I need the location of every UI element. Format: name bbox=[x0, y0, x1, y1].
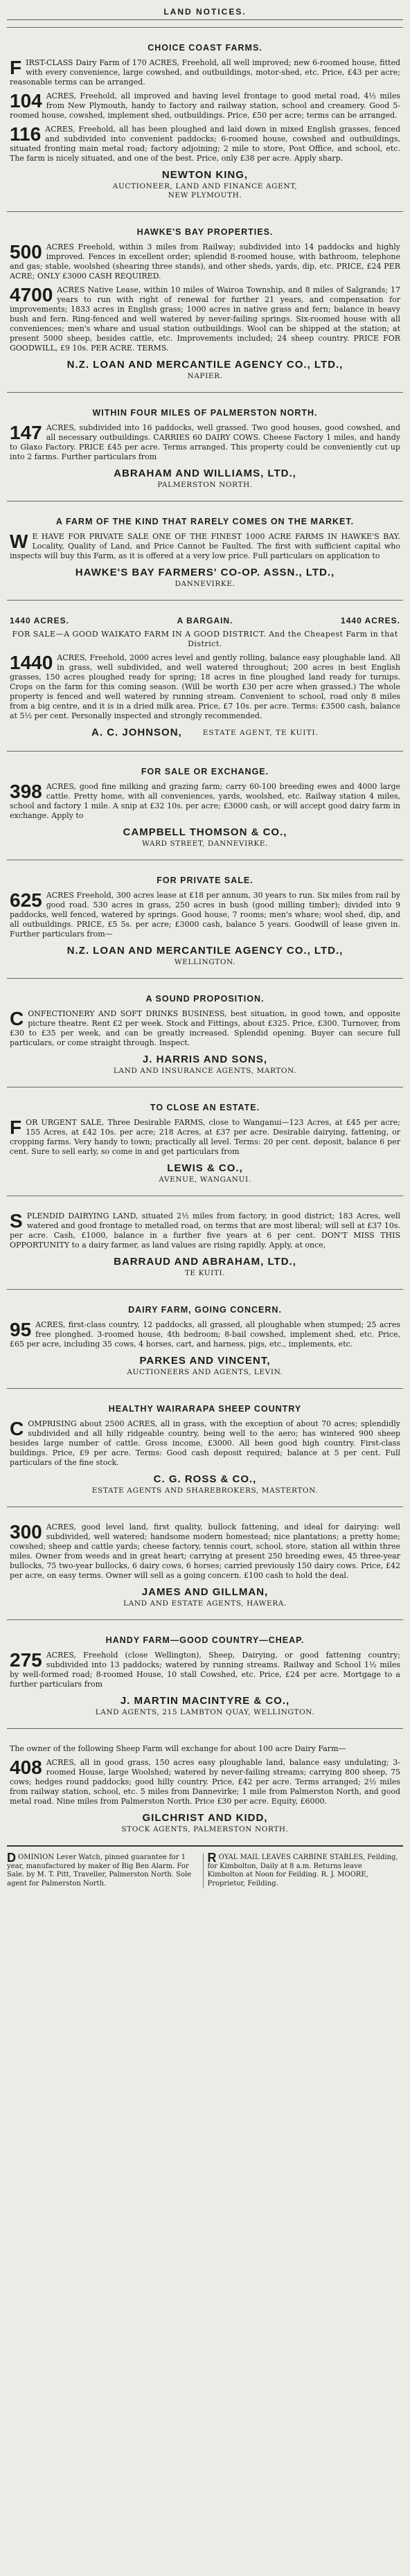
advert-text: ACRES, Freehold, 2000 acres level and gently rolling, balance easy ploughable land. All in grass, well subdivided, and well watered throughout; 200 acres in best English grasses, 150 acres ploughed ready for spring; 18 acres in fine ploughed land ready for turnips. Crops on the farm for this coming season. (Will be worth £30 per acre when grassed.) The whole property is fenced and well watered by running stream. Convenient to school, road only 8 miles from a big centre, and it is in a dried milk area. Price, £7 10s. per acre. Terms: £3500 cash, balance at 5½ per cent. Personally inspected and strongly recommended. bbox=[10, 653, 400, 720]
drop-cap: F bbox=[10, 1117, 22, 1138]
agent-name: GILCHRIST AND KIDD, bbox=[142, 1812, 268, 1824]
advert-heading: FOR SALE OR EXCHANGE. bbox=[141, 767, 269, 776]
advert-paragraph bbox=[10, 58, 400, 87]
advert-heading: FOR PRIVATE SALE. bbox=[157, 876, 253, 885]
drop-cap: 116 bbox=[10, 123, 42, 145]
advert-paragraph bbox=[10, 1522, 400, 1581]
newspaper-page bbox=[7, 0, 403, 1888]
advert-text: IRST-CLASS Dairy Farm of 170 ACRES, Freehold, all well improved; new 6-roomed house, fitted with every convenience, large cowshed, and outbuildings, motor-shed, etc. Price, £43 per acre; reasonable terms can be arranged. bbox=[10, 58, 400, 87]
advert-paragraph bbox=[10, 1211, 400, 1250]
drop-cap: F bbox=[10, 57, 22, 78]
agent-name: J. HARRIS AND SONS, bbox=[142, 1054, 268, 1065]
agent-address: AUCTIONEERS AND AGENTS, LEVIN. bbox=[127, 1368, 283, 1376]
divider bbox=[7, 1289, 403, 1290]
divider bbox=[7, 1388, 403, 1389]
drop-cap: D bbox=[7, 1851, 16, 1865]
advert-text: ACRES, good fine milking and grazing farm; carry 60-100 breeding ewes and 4000 large cattle. Pretty home, with all conveniences, yards, woolshed, etc. Railway station 4 miles, school and factory 1 mile. A snip at £32 10s. per acre; £3000 cash, or will accept good dairy farm in exchange. Apply to bbox=[10, 782, 400, 820]
drop-cap: 1440 bbox=[10, 652, 53, 673]
advert-text: ACRES, subdivided into 16 paddocks, well grassed. Two good houses, good cowshed, and all necessary outbuildings. CARRIES 60 DAIRY COWS. Cheese Factory 1 miles, and handy to Glaxo Factory. PRICE £45 per acre. Terms arranged. This property could be conveniently cut up into 2 farms. Further particulars from bbox=[10, 423, 400, 461]
advert bbox=[7, 219, 403, 385]
advert-text: OR URGENT SALE, Three Desirable FARMS, close to Wanganui—123 Acres, at £45 per acre; 155 Acres, at £42 10s. per acre; 218 Acres, at £37 per acre. Desirable dairying, fattening, or cropping farms. Very handy to town; practically all level. Terms: 20 per cent. deposit, balance 6 per cent. Sure to sell early, so come in and get particulars from bbox=[10, 1118, 400, 1156]
advert bbox=[7, 508, 403, 593]
advert-heading: HEALTHY WAIRARAPA SHEEP COUNTRY bbox=[108, 1404, 302, 1414]
agent-address: ESTATE AGENT, TE KUITI. bbox=[202, 728, 319, 737]
agent-address: WARD STREET, DANNEVIRKE. bbox=[141, 840, 268, 848]
advert-heading: WITHIN FOUR MILES OF PALMERSTON NORTH. bbox=[92, 408, 318, 418]
agent-address: TE KUITI. bbox=[184, 1269, 226, 1277]
agent-address: ESTATE AGENTS AND SHAREBROKERS, MASTERTON. bbox=[91, 1486, 319, 1495]
footer-columns bbox=[7, 1851, 403, 1888]
advert-heading: HANDY FARM—GOOD COUNTRY—CHEAP. bbox=[105, 1635, 305, 1645]
advert-heading-part: A BARGAIN. bbox=[177, 616, 233, 625]
advert-heading: A FARM OF THE KIND THAT RARELY COMES ON THE MARKET. bbox=[55, 517, 355, 526]
drop-cap: 95 bbox=[10, 1319, 32, 1340]
advert bbox=[7, 1094, 403, 1189]
agent-name: C. G. ROSS & CO., bbox=[153, 1473, 257, 1485]
agent-name-text: A. C. JOHNSON, bbox=[91, 727, 182, 738]
drop-cap: 500 bbox=[10, 241, 42, 263]
divider bbox=[7, 1845, 403, 1847]
agent-address: NEW PLYMOUTH. bbox=[168, 191, 242, 199]
agent-address: NAPIER. bbox=[187, 372, 223, 380]
advert bbox=[7, 1736, 403, 1838]
agent-name: CAMPBELL THOMSON & CO., bbox=[123, 826, 287, 838]
agent-name: NEWTON KING, bbox=[161, 169, 249, 181]
agent-address: LAND AGENTS, 215 LAMBTON QUAY, WELLINGTON. bbox=[95, 1708, 315, 1716]
agent-name: JAMES AND GILLMAN, bbox=[141, 1586, 269, 1598]
advert-text: OYAL MAIL LEAVES CARBINE STABLES, Feilding, for Kimbolton, Daily at 8 a.m. Returns leave Kimbolton at Noon for Feilding. R. J. MOORE, Proprietor, Feilding. bbox=[207, 1854, 398, 1887]
advert-text: ACRES, Freehold, all improved and having level frontage to good metal road, 4½ miles from New Plymouth, handy to factory and railway station, school and creamery. Good 5-roomed house, cowshed, implement shed, outbuildings. Price, £50 per acre; terms can be arranged. bbox=[10, 91, 400, 120]
agent-address: PALMERSTON NORTH. bbox=[157, 481, 253, 489]
advert-paragraph bbox=[10, 1009, 400, 1048]
divider bbox=[7, 392, 403, 393]
advert bbox=[7, 607, 403, 744]
advert-text: ACRES Native Lease, within 10 miles of Wairoa Township, and 8 miles of Salgrands; 17 years to run with right of renewal for further 21 years, and compensation for improvements; 1833 acres in English grass; 1000 acres in native grass and fern; balance in heavy bush and fern. Ring-fenced and well watered by never-failing springs. Six-roomed house with all conveniences; men's whare and usual station outbuildings. Wool can be shipped at the station; at present 5000 sheep, besides cattle, etc. Improvements included; 24 sheep country. PRICE FOR GOODWILL, £9 10s. PER ACRE. TERMS. bbox=[10, 285, 400, 353]
agent-name: ABRAHAM AND WILLIAMS, LTD., bbox=[114, 468, 296, 479]
advert-paragraph bbox=[10, 1651, 400, 1689]
advert-text: E HAVE FOR PRIVATE SALE ONE OF THE FINEST 1000 ACRE FARMS IN HAWKE'S BAY. Locality, Quality of Land, and Price Cannot be Faulted. The first with sufficient capital who inspects will buy this Farm, as it is offered at a very low price. Full particulars on application to bbox=[10, 532, 400, 560]
drop-cap: C bbox=[10, 1008, 24, 1029]
agent-name: N.Z. LOAN AND MERCANTILE AGENCY CO., LTD., bbox=[66, 945, 344, 957]
agent-address: AVENUE, WANGANUI. bbox=[159, 1175, 251, 1184]
advert-heading-part: 1440 ACRES. bbox=[10, 616, 69, 625]
advert-paragraph bbox=[10, 1118, 400, 1157]
divider bbox=[7, 1619, 403, 1620]
drop-cap: S bbox=[10, 1210, 23, 1232]
advert-paragraph bbox=[10, 242, 400, 281]
drop-cap: 275 bbox=[10, 1649, 42, 1671]
advert-text: ACRES, first-class country, 12 paddocks, all grassed, all ploughable when stumped; 25 acres free plonghed. 3-roomed house, 4th bedroom; 8-bail cowshed, implement shed, etc. Price, £65 per acre, including 35 cows, 4 horses, cart, and harness, pigs, etc., implements, etc. bbox=[10, 1320, 400, 1349]
advert-paragraph bbox=[10, 91, 400, 121]
advert-text: ACRES, good level land, first quality, bullock fattening, and ideal for dairying: well subdivided, well watered; handsome modern homestead; nice plantations; a pretty home; cowshed; sheep and cattle yards; cheese factory, tennis court, school, store, station all within three miles. Owner from weeds and in great heart; carrying at present 250 breeding ewes, 45 three-year bullocks, 75 two-year bullocks, 6 dairy cows, 6 horses; carried previously 150 dairy cows. Price, £42 per acre, on easy terms. Owner will sell as a going concern. £100 cash to hold the deal. bbox=[10, 1522, 400, 1580]
drop-cap: R bbox=[207, 1851, 217, 1865]
drop-cap: 104 bbox=[10, 90, 42, 112]
advert-text: PLENDID DAIRYING LAND, situated 2½ miles from factory, in good district; 183 Acres, well watered and good frontage to metalled road, on terms that are most liberal; will sell at £37 10s. per acre. Cash, £1000, balance in a further five years at 6 per cent. DON'T MISS THIS OPPORTUNITY to a dairy farmer, as land values are rising rapidly. Apply, at once, bbox=[10, 1211, 400, 1250]
advert bbox=[7, 1514, 403, 1613]
advert-heading: TO CLOSE AN ESTATE. bbox=[150, 1103, 260, 1112]
drop-cap: C bbox=[10, 1418, 24, 1439]
advert-paragraph bbox=[10, 1320, 400, 1349]
section-masthead: LAND NOTICES. bbox=[7, 6, 403, 20]
advert-paragraph bbox=[10, 423, 400, 462]
advert-text: ACRES, Freehold (close Wellington), Sheep, Dairying, or good fattening country; subdivided into 13 paddocks; watered by running streams. Railway and School 1½ miles by well-formed road; 8-roomed House, 10 stall Cowshed, etc. Price, £24 per acre. Mortgage to a further particulars from bbox=[10, 1651, 400, 1689]
advert-heading: HAWKE'S BAY PROPERTIES. bbox=[136, 227, 274, 237]
advert bbox=[7, 35, 403, 204]
advert-text: ACRES, Freehold, all has been ploughed and laid down in mixed English grasses, fenced and subdivided into convenient paddocks; 6-roomed house, cowshed and outbuildings, situated fronting main metal road; factory adjoining; 2 mile to store, Post Office, and school, etc. The farm is nicely situated, and one of the best. Price, only £38 per acre. Apply sharp. bbox=[10, 125, 400, 163]
agent-address: DANNEVIRKE. bbox=[175, 580, 235, 588]
advert-paragraph bbox=[10, 653, 400, 721]
drop-cap: 4700 bbox=[10, 284, 53, 305]
advert bbox=[7, 986, 403, 1080]
advert bbox=[7, 867, 403, 971]
footer-right-advert bbox=[207, 1851, 404, 1888]
divider bbox=[7, 600, 403, 601]
advert-heading: DAIRY FARM, GOING CONCERN. bbox=[128, 1305, 282, 1315]
advert bbox=[7, 758, 403, 853]
advert-heading: CHOICE COAST FARMS. bbox=[148, 43, 262, 53]
agent-name: LEWIS & CO., bbox=[167, 1162, 243, 1174]
advert-text: OMPRISING about 2500 ACRES, all in grass, with the exception of about 70 acres; splendidly subdivided and all hilly ridgeable country, being well to the aero; has wintered 900 sheep besides large number of cattle. Gross income, £3000. All been good high country. First-class buildings. Price, £9 per acre. Terms: Good cash deposit required; balance at 5 per cent. Full particulars of the fine stock. bbox=[10, 1419, 400, 1467]
advert-paragraph bbox=[10, 782, 400, 821]
advert-preface: The owner of the following Sheep Farm will exchange for about 100 acre Dairy Farm— bbox=[10, 1744, 346, 1753]
agent-name: BARRAUD AND ABRAHAM, LTD., bbox=[114, 1256, 296, 1268]
agent-address: LAND AND ESTATE AGENTS, HAWERA. bbox=[123, 1599, 287, 1608]
advert-paragraph bbox=[10, 891, 400, 939]
advert bbox=[7, 1627, 403, 1721]
footer-left-advert bbox=[7, 1851, 204, 1888]
advert-paragraph bbox=[10, 285, 400, 353]
advert-text: OMINION Lever Watch, pinned guarantee for 1 year, manufactured by maker of Big Ben Alarm. For Sale. by M. T. Pitt, Traveller, Palmerston North. Sole agent for Palmerston North. bbox=[7, 1854, 192, 1887]
advert-text: ACRES, all in good grass, 150 acres easy ploughable land, balance easy undulating; 3-roomed House, large Woolshed; watered by never-failing streams; carrying 800 sheep, 75 cows; hedges round paddocks; good hilly country. Price, £42 per acre. Terms arranged; 2½ miles from railway station, school, etc. 5 miles from Dannevirke; 1 mile from Palmerston North, and good metal road. Nine miles from Palmerston North. Price £30 per acre. Equity, £6000. bbox=[10, 1758, 400, 1806]
agent-address: AUCTIONEER, LAND AND FINANCE AGENT, bbox=[112, 182, 298, 190]
agent-name bbox=[10, 727, 400, 738]
advert-subheading: FOR SALE—A GOOD WAIKATO FARM IN A GOOD DISTRICT. And the Cheapest Farm in that District. bbox=[12, 630, 398, 648]
advert-paragraph bbox=[10, 1419, 400, 1468]
advert-heading: A SOUND PROPOSITION. bbox=[145, 994, 265, 1004]
advert-heading-row bbox=[10, 616, 400, 625]
divider bbox=[7, 751, 403, 752]
agent-address: LAND AND INSURANCE AGENTS, MARTON. bbox=[113, 1067, 297, 1075]
divider bbox=[7, 27, 403, 28]
drop-cap: 408 bbox=[10, 1757, 42, 1778]
agent-address: STOCK AGENTS, PALMERSTON NORTH. bbox=[121, 1825, 289, 1833]
agent-name: J. MARTIN MACINTYRE & CO., bbox=[120, 1695, 290, 1707]
advert-text: ONFECTIONERY AND SOFT DRINKS BUSINESS, best situation, in good town, and opposite picture theatre. Rent £2 per week. Stock and Fittings, about £325. Price, £300. Turnover, from £30 to £35 per week, and can be greatly increased. Splendid opening. Buyer can secure full particulars, or come straight through. Inspect. bbox=[10, 1009, 400, 1047]
drop-cap: 147 bbox=[10, 422, 42, 443]
advert-heading-part: 1440 ACRES. bbox=[341, 616, 400, 625]
advert bbox=[7, 1396, 403, 1500]
drop-cap: 625 bbox=[10, 889, 42, 911]
agent-name: PARKES AND VINCENT, bbox=[139, 1355, 271, 1367]
advert bbox=[7, 1203, 403, 1282]
drop-cap: 300 bbox=[10, 1521, 42, 1543]
drop-cap: 398 bbox=[10, 781, 42, 802]
agent-address: WELLINGTON. bbox=[174, 958, 236, 966]
divider bbox=[7, 211, 403, 212]
agent-name: N.Z. LOAN AND MERCANTILE AGENCY CO., LTD., bbox=[66, 359, 344, 371]
divider bbox=[7, 978, 403, 979]
divider bbox=[7, 1728, 403, 1729]
agent-name: HAWKE'S BAY FARMERS' CO-OP. ASSN., LTD., bbox=[75, 567, 335, 578]
advert-paragraph bbox=[10, 1758, 400, 1806]
advert-paragraph bbox=[10, 125, 400, 163]
advert-list bbox=[7, 27, 403, 1838]
drop-cap: W bbox=[10, 531, 28, 552]
advert bbox=[7, 1297, 403, 1381]
advert bbox=[7, 400, 403, 494]
advert-text: ACRES Freehold, 300 acres lease at £18 per annum, 30 years to run. Six miles from rail by good road. 530 acres in grass, 250 acres in bush (good milling timber); divided into 9 paddocks, well fenced, watered by springs. Good house, 7 rooms; men's whare; wool shed, dip, and all outbuildings. PRICE, £5 5s. per acre; £3000 cash, balance 5 years. Goodwill of lease given in. Further particulars from— bbox=[10, 891, 400, 939]
advert-paragraph bbox=[10, 532, 400, 561]
advert-text: ACRES Freehold, within 3 miles from Railway; subdivided into 14 paddocks and highly improved. Fences in excellent order; splendid 8-roomed house, with bathroom, telephone and gas; stable, woolshed (shearing three stands), and other sheds, yards, dip, etc. PRICE, £24 PER ACRE; ONLY £3000 CASH REQUIRED. bbox=[10, 242, 400, 281]
